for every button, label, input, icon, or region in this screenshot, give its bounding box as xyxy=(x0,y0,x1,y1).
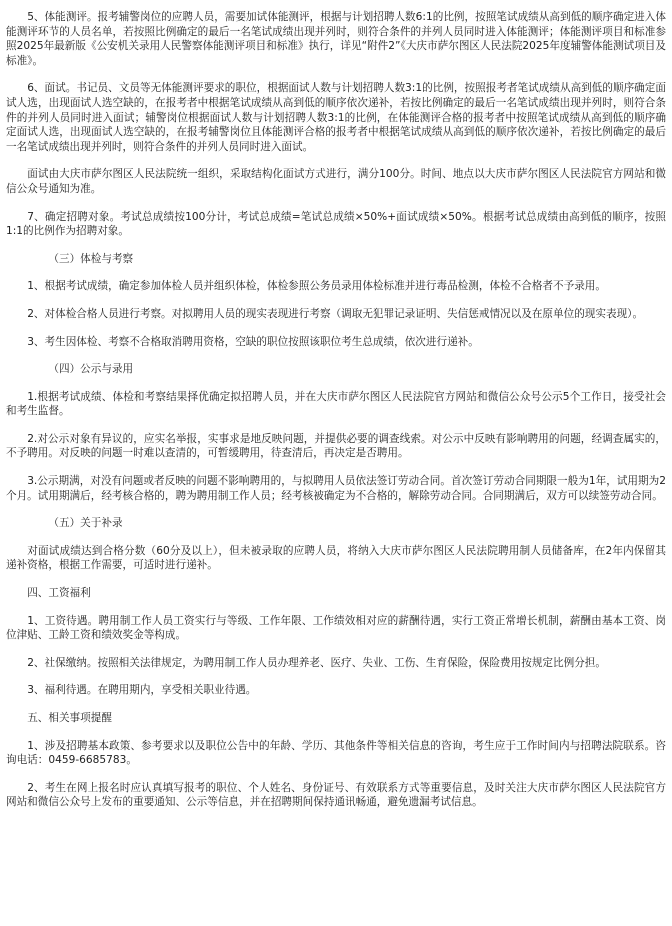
paragraph-medical-exam-2: 2、对体检合格人员进行考察。对拟聘用人员的现实表现进行考察（调取无犯罪记录证明、失信惩戒情况以及在原单位的现实表现）。 xyxy=(27,307,644,320)
paragraph-salary-2: 2、社保缴纳。按照相关法律规定，为聘用制工作人员办理养老、医疗、失业、工伤、生育保险，保险费用按规定比例分担。 xyxy=(27,656,606,669)
paragraph-salary-1: 1、工资待遇。聘用制工作人员工资实行与等级、工作年限、工作绩效相对应的薪酬待遇，实行工资正常增长机制，薪酬由基本工资、岗位津贴、工龄工资和绩效奖金等构成。 xyxy=(6,614,666,642)
paragraph-determine-recruits: 7、确定招聘对象。考试总成绩按100分计，考试总成绩=笔试总成绩×50%+面试成绩×50%。根据考试总成绩由高到低的顺序，按照1:1的比例作为招聘对象。 xyxy=(6,210,666,238)
paragraph-supplementary: 对面试成绩达到合格分数（60分及以上），但未被录取的应聘人员，将纳入大庆市萨尔图区人民法院聘用制人员储备库，在2年内保留其递补资格，根据工作需要，可适时进行递补。 xyxy=(6,544,666,572)
paragraph-reminder-1: 1、涉及招聘基本政策、参考要求以及职位公告中的年龄、学历、其他条件等相关信息的咨询，考生应于工作时间内与招聘法院联系。咨询电话：0459-6685783。 xyxy=(6,739,666,767)
section-heading-medical-exam: （三）体检与考察 xyxy=(48,252,134,265)
paragraph-physical-test: 5、体能测评。报考辅警岗位的应聘人员，需要加试体能测评，根据与计划招聘人数6:1的比例，按照笔试成绩从高到低的顺序确定进入体能测评环节的人员名单，若按照比例确定的最后一名笔试成绩出现并列时，则符合条件的并列人员同时进入体能测评；体能测评项目和标准参照2025年最新版《公安机关录用人民警察体能测评项目和标准》执行，详见“附件2”《大庆市萨尔图区人民法院2025年度辅警体能测试项目及标准》。 xyxy=(6,11,666,67)
section-heading-reminders: 五、相关事项提醒 xyxy=(27,712,112,724)
paragraph-publicity-1: 1.根据考试成绩、体检和考察结果择优确定拟招聘人员，并在大庆市萨尔图区人民法院官方网站和微信公众号公示5个工作日，接受社会和考生监督。 xyxy=(6,390,666,418)
paragraph-medical-exam-3: 3、考生因体检、考察不合格取消聘用资格，空缺的职位按照该职位考生总成绩，依次进行递补。 xyxy=(27,335,479,348)
paragraph-salary-3: 3、福利待遇。在聘用期内，享受相关职业待遇。 xyxy=(27,684,257,697)
paragraph-interview: 6、面试。书记员、文员等无体能测评要求的职位，根据面试人数与计划招聘人数3:1的比例，按照报考者笔试成绩从高到低的顺序确定面试人选，出现面试人选空缺的，在报考者中根据笔试成绩从高到低的顺序依次递补，若按比例确定的最后一名笔试成绩出现并列时，则符合条件的并列人员同时进入面试；辅警岗位根据面试人数与计划招聘人数3:1的比例，在体能测评合格的报考者中按照笔试成绩从高到低的顺序确定面试人选，出现面试人选空缺的，在报考辅警岗位且体能测评合格的报考者中根据笔试成绩从高到低的顺序依次递补，若按比例确定的最后一名笔试成绩出现并列时，则符合条件的并列人员同时进入面试。 xyxy=(6,82,666,153)
paragraph-reminder-2: 2、考生在网上报名时应认真填写报考的职位、个人姓名、身份证号、有效联系方式等重要信息，及时关注大庆市萨尔图区人民法院官方网站和微信公众号上发布的重要通知、公示等信息，并在招聘期间保持通讯畅通，避免遗漏考试信息。 xyxy=(6,781,666,809)
paragraph-publicity-2: 2.对公示对象有异议的，应实名举报，实事求是地反映问题，并提供必要的调查线索。对公示中反映有影响聘用的问题，经调查属实的，不予聘用。对反映的问题一时难以查清的，可暂缓聘用，待查清后，再决定是否聘用。 xyxy=(6,432,666,460)
paragraph-medical-exam-1: 1、根据考试成绩，确定参加体检人员并组织体检，体检参照公务员录用体检标准并进行毒品检测，体检不合格者不予录用。 xyxy=(27,280,606,293)
section-heading-publicity: （四）公示与录用 xyxy=(48,363,134,376)
section-heading-salary: 四、工资福利 xyxy=(27,587,91,600)
paragraph-publicity-3: 3.公示期满，对没有问题或者反映的问题不影响聘用的，与拟聘用人员依法签订劳动合同。首次签订劳动合同期限一般为1年，试用期为2个月。试用期满后，经考核合格的，聘为聘用制工作人员；经考核被确定为不合格的，解除劳动合同。合同期满后，双方可以续签劳动合同。 xyxy=(6,475,666,502)
paragraph-interview-organization: 面试由大庆市萨尔图区人民法院统一组织，采取结构化面试方式进行，满分100分。时间、地点以大庆市萨尔图区人民法院官方网站和微信公众号通知为准。 xyxy=(6,168,666,195)
section-heading-supplementary: （五）关于补录 xyxy=(48,517,123,530)
